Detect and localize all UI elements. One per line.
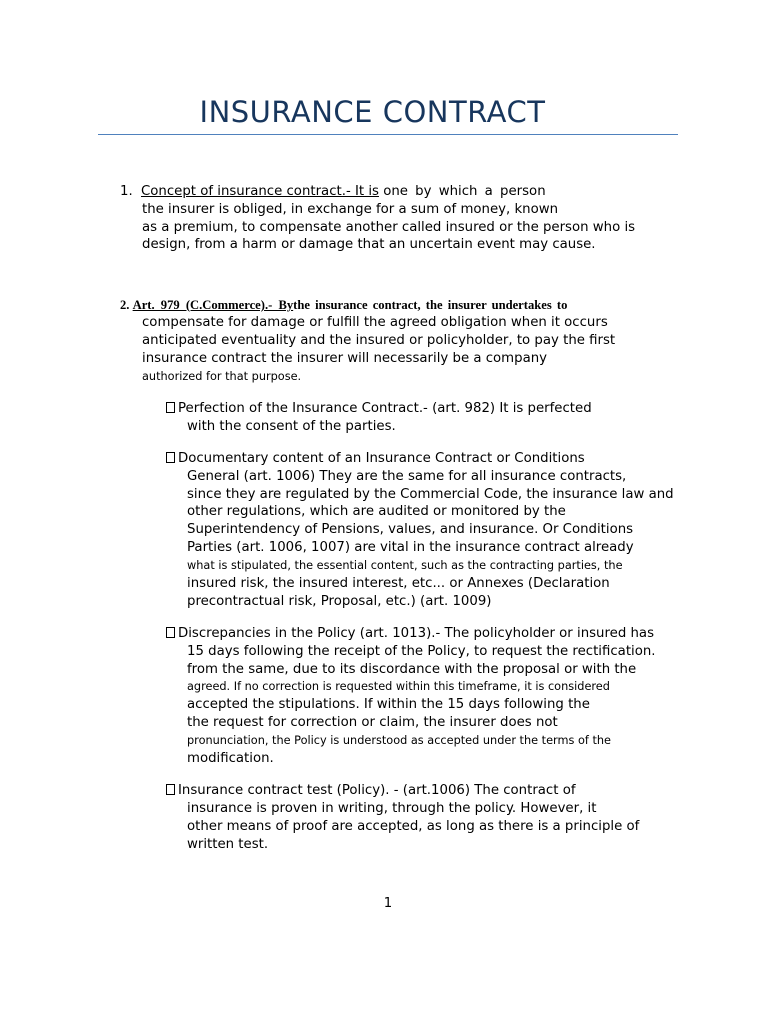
bullet-line: pronunciation, the Policy is understood as accepted under the terms of the <box>187 734 612 747</box>
bullet-line: written test. <box>187 837 269 852</box>
bullet-line: with the consent of the parties. <box>187 419 396 434</box>
section-1-line: design, from a harm or damage that an uncertain event may cause. <box>142 237 596 252</box>
bullet-line: what is stipulated, the essential content, such as the contracting parties, the <box>187 559 623 572</box>
bullet-item <box>166 450 585 468</box>
section-1-number: 1. <box>120 184 133 199</box>
bullet-line: 15 days following the receipt of the Policy, to request the rectification. <box>187 644 656 659</box>
bullet-line: Superintendency of Pensions, values, and insurance. Or Conditions <box>187 522 634 537</box>
bullet-item <box>166 400 592 418</box>
bullet-item <box>166 782 576 800</box>
section-1-heading: Concept of insurance contract.- It is <box>141 184 379 199</box>
section-2-line: insurance contract the insurer will necessarily be a company <box>142 351 548 366</box>
section-2-first-line <box>120 296 620 314</box>
bullet-icon <box>166 784 175 795</box>
bullet-line: Parties (art. 1006, 1007) are vital in the insurance contract already <box>187 540 634 555</box>
bullet-text: Perfection of the Insurance Contract.- (art. 982) It is perfected <box>178 401 592 416</box>
bullet-line: precontractual risk, Proposal, etc.) (art. 1009) <box>187 594 492 609</box>
bullet-line: since they are regulated by the Commercial Code, the insurance law and <box>187 487 674 502</box>
bullet-line: insured risk, the insured interest, etc... or Annexes (Declaration <box>187 576 610 591</box>
bullet-line: the request for correction or claim, the insurer does not <box>187 715 558 730</box>
bullet-text: Insurance contract test (Policy). - (art.1006) The contract of <box>178 783 576 798</box>
bullet-icon <box>166 627 175 638</box>
bullet-line: accepted the stipulations. If within the 15 days following the <box>187 697 590 712</box>
bullet-item <box>166 625 654 643</box>
bullet-text: Documentary content of an Insurance Contract or Conditions <box>178 451 585 466</box>
section-2-number: 2. <box>120 298 130 312</box>
section-1-first-line <box>120 183 570 201</box>
section-2-heading: Art. 979 (C.Commerce).- By <box>132 298 294 312</box>
bullet-line: General (art. 1006) They are the same for all insurance contracts, <box>187 469 627 484</box>
section-1-line: as a premium, to compensate another called insured or the person who is <box>142 220 636 235</box>
bullet-line: other regulations, which are audited or monitored by the <box>187 504 566 519</box>
bullet-line: insurance is proven in writing, through the policy. However, it <box>187 801 597 816</box>
section-2-line: authorized for that purpose. <box>142 370 302 383</box>
bullet-text: Discrepancies in the Policy (art. 1013).- The policyholder or insured has <box>178 626 655 641</box>
section-1-first-rest: one by which a person <box>383 184 546 199</box>
section-1-line: the insurer is obliged, in exchange for a sum of money, known <box>142 202 559 217</box>
bullet-icon <box>166 402 175 413</box>
title-underline <box>98 134 678 135</box>
bullet-line: from the same, due to its discordance with the proposal or with the <box>187 662 637 677</box>
bullet-line: other means of proof are accepted, as long as there is a principle of <box>187 819 640 834</box>
document-title: INSURANCE CONTRACT <box>199 95 546 129</box>
section-2-line: anticipated eventuality and the insured or policyholder, to pay the first <box>142 333 616 348</box>
bullet-icon <box>166 452 175 463</box>
page-number: 1 <box>383 896 393 911</box>
bullet-line: modification. <box>187 751 274 766</box>
section-2-line: compensate for damage or fulfill the agreed obligation when it occurs <box>142 315 608 330</box>
section-2-first-rest: the insurance contract, the insurer undertakes to <box>293 298 568 312</box>
bullet-line: agreed. If no correction is requested within this timeframe, it is considered <box>187 680 610 693</box>
